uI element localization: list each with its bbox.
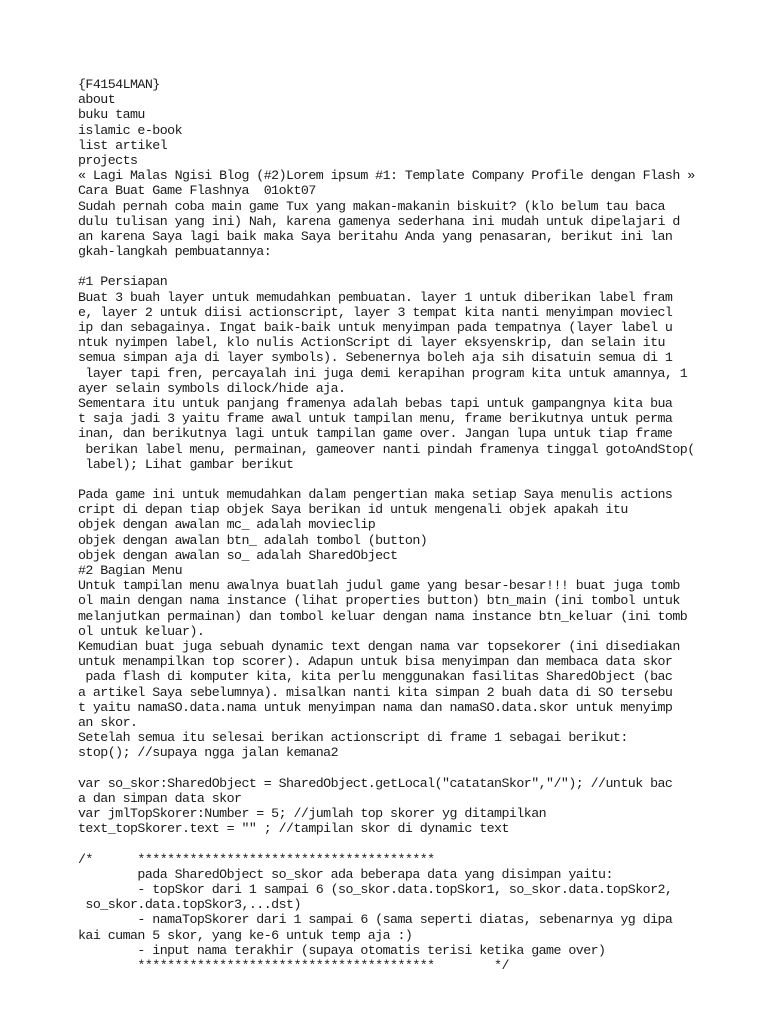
text-line: dulu tulisan yang ini) Nah, karena gamenya sederhana ini mudah untuk dipelajari d bbox=[78, 213, 680, 229]
text-line: - namaTopSkorer dari 1 sampai 6 (sama seperti diatas, sebenarnya yg dipa bbox=[78, 912, 673, 928]
text-line: list artikel bbox=[78, 137, 168, 153]
text-line: /* **************************************** bbox=[78, 851, 435, 867]
text-line: Sementara itu untuk panjang framenya adalah bebas tapi untuk gampangnya kita bua bbox=[78, 395, 673, 411]
document-body bbox=[78, 77, 758, 973]
text-line: objek dengan awalan so_ adalah SharedObject bbox=[78, 547, 398, 563]
text-line: buku tamu bbox=[78, 107, 145, 123]
text-line: cript di depan tiap objek Saya berikan id untuk mengenali objek apakah itu bbox=[78, 502, 628, 518]
text-line: ntuk nyimpen label, klo nulis ActionScript di layer eksyenskrip, dan selain itu bbox=[78, 335, 665, 351]
text-line: Pada game ini untuk memudahkan dalam pengertian maka setiap Saya menulis actions bbox=[78, 487, 673, 503]
text-line: an skor. bbox=[78, 714, 138, 730]
text-line: a artikel Saya sebelumnya). misalkan nanti kita simpan 2 buah data di SO tersebu bbox=[78, 684, 673, 700]
text-line: **************************************** */ bbox=[78, 957, 509, 973]
text-line: stop(); //supaya ngga jalan kemana2 bbox=[78, 745, 339, 761]
text-line: - input nama terakhir (supaya otomatis terisi ketika game over) bbox=[78, 942, 606, 958]
text-line bbox=[78, 259, 758, 274]
text-line: projects bbox=[78, 152, 138, 168]
text-line: « Lagi Malas Ngisi Blog (#2)Lorem ipsum #1: Template Company Profile dengan Flash » bbox=[78, 168, 695, 184]
text-line: about bbox=[78, 92, 116, 108]
text-line: objek dengan awalan btn_ adalah tombol (button) bbox=[78, 532, 428, 548]
text-line: melanjutkan permainan) dan tombol keluar dengan nama instance btn_keluar (ini tomb bbox=[78, 608, 688, 624]
text-line: kai cuman 5 skor, yang ke-6 untuk temp aja :) bbox=[78, 927, 413, 943]
text-line: {F4154LMAN} bbox=[78, 77, 160, 92]
text-line: a dan simpan data skor bbox=[78, 790, 242, 806]
text-line: Kemudian buat juga sebuah dynamic text dengan nama var topsekorer (ini disediakan bbox=[78, 638, 680, 654]
text-line: t yaitu namaSO.data.nama untuk menyimpan nama dan namaSO.data.skor untuk menyimp bbox=[78, 699, 673, 715]
text-line bbox=[78, 760, 758, 775]
text-line: Cara Buat Game Flashnya 01okt07 bbox=[78, 183, 316, 199]
text-line: text_topSkorer.text = "" ; //tampilan skor di dynamic text bbox=[78, 821, 509, 837]
text-line: berikan label menu, permainan, gameover nanti pindah framenya tinggal gotoAndStop( bbox=[78, 441, 695, 457]
text-line: Untuk tampilan menu awalnya buatlah judul game yang besar-besar!!! buat juga tomb bbox=[78, 578, 680, 594]
text-line: ol main dengan nama instance (lihat properties button) btn_main (ini tombol untuk bbox=[78, 593, 680, 609]
text-line: an karena Saya lagi baik maka Saya beritahu Anda yang penasaran, berikut ini lan bbox=[78, 228, 673, 244]
text-line: Buat 3 buah layer untuk memudahkan pembuatan. layer 1 untuk diberikan label fram bbox=[78, 289, 673, 305]
text-line: var so_skor:SharedObject = SharedObject.getLocal("catatanSkor","/"); //untuk bac bbox=[78, 775, 673, 791]
text-line: semua simpan aja di layer symbols). Sebenernya boleh aja sih disatuin semua di 1 bbox=[78, 350, 673, 366]
text-line: so_skor.data.topSkor3,...dst) bbox=[78, 897, 301, 913]
text-line: layer tapi fren, percayalah ini juga demi kerapihan program kita untuk amannya, 1 bbox=[78, 365, 688, 381]
text-line: untuk menampilkan top scorer). Adapun untuk bisa menyimpan dan membaca data skor bbox=[78, 654, 673, 670]
text-line: - topSkor dari 1 sampai 6 (so_skor.data.topSkor1, so_skor.data.topSkor2, bbox=[78, 881, 673, 897]
text-line: ip dan sebagainya. Ingat baik-baik untuk menyimpan pada tempatnya (layer label u bbox=[78, 320, 673, 335]
text-line: inan, dan berikutnya lagi untuk tampilan game over. Jangan lupa untuk tiap frame bbox=[78, 426, 673, 442]
text-line: objek dengan awalan mc_ adalah movieclip bbox=[78, 517, 376, 533]
text-line: var jmlTopSkorer:Number = 5; //jumlah top skorer yg ditampilkan bbox=[78, 806, 547, 821]
text-line: pada flash di komputer kita, kita perlu menggunakan fasilitas SharedObject (bac bbox=[78, 669, 673, 685]
text-line: gkah-langkah pembuatannya: bbox=[78, 244, 272, 260]
text-line: #1 Persiapan bbox=[78, 274, 168, 290]
text-line: islamic e-book bbox=[78, 122, 183, 138]
text-line: label); Lihat gambar berikut bbox=[78, 456, 294, 472]
text-line: #2 Bagian Menu bbox=[78, 563, 183, 578]
text-line: ol untuk keluar). bbox=[78, 623, 205, 639]
text-line: Setelah semua itu selesai berikan actionscript di frame 1 sebagai berikut: bbox=[78, 730, 628, 746]
text-line: ayer selain symbols dilock/hide aja. bbox=[78, 380, 346, 396]
text-line: t saja jadi 3 yaitu frame awal untuk tampilan menu, frame berikutnya untuk perma bbox=[78, 411, 673, 427]
text-line bbox=[78, 836, 758, 851]
text-line: Sudah pernah coba main game Tux yang makan-makanin biskuit? (klo belum tau baca bbox=[78, 198, 665, 214]
text-line: pada SharedObject so_skor ada beberapa data yang disimpan yaitu: bbox=[78, 866, 613, 882]
text-line: e, layer 2 untuk diisi actionscript, layer 3 tempat kita nanti menyimpan moviecl bbox=[78, 304, 673, 320]
text-line bbox=[78, 472, 758, 487]
